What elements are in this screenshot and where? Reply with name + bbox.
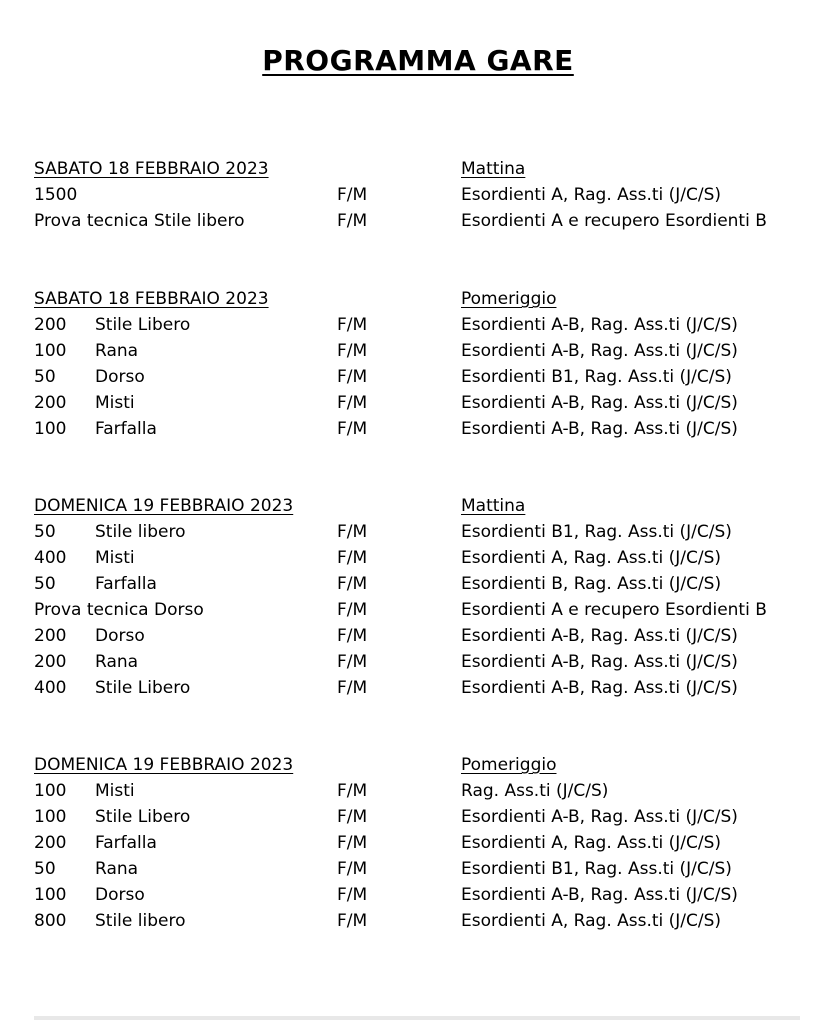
event-style: Rana	[95, 341, 139, 361]
event-categories: Esordienti A, Rag. Ass.ti (J/C/S)	[461, 833, 722, 853]
event-row	[34, 182, 814, 208]
section-header	[34, 156, 814, 182]
event-categories: Esordienti B1, Rag. Ass.ti (J/C/S)	[461, 859, 732, 879]
event-row	[34, 623, 814, 649]
event-row	[34, 364, 814, 390]
event-style: Stile Libero	[95, 678, 191, 698]
event-row	[34, 675, 814, 701]
event-categories: Esordienti A e recupero Esordienti B	[461, 600, 767, 620]
event-row	[34, 597, 814, 623]
schedule-section	[34, 493, 814, 701]
day-heading: DOMENICA 19 FEBBRAIO 2023	[34, 496, 294, 516]
event-distance: 200	[34, 393, 67, 413]
section-header	[34, 493, 814, 519]
day-heading: SABATO 18 FEBBRAIO 2023	[34, 159, 269, 179]
event-style: Rana	[95, 652, 139, 672]
event-row	[34, 390, 814, 416]
event-distance: 100	[34, 885, 67, 905]
bottom-divider	[34, 1016, 800, 1020]
event-style: Stile libero	[95, 522, 186, 542]
event-categories: Rag. Ass.ti (J/C/S)	[461, 781, 609, 801]
event-categories: Esordienti B, Rag. Ass.ti (J/C/S)	[461, 574, 722, 594]
event-gender: F/M	[337, 911, 368, 931]
event-row	[34, 804, 814, 830]
event-categories: Esordienti A-B, Rag. Ass.ti (J/C/S)	[461, 393, 738, 413]
event-gender: F/M	[337, 341, 368, 361]
event-distance: 50	[34, 367, 56, 387]
event-row	[34, 856, 814, 882]
event-gender: F/M	[337, 522, 368, 542]
event-gender: F/M	[337, 367, 368, 387]
event-distance: 50	[34, 574, 56, 594]
event-distance: 1500	[34, 185, 78, 205]
event-distance: 800	[34, 911, 67, 931]
event-categories: Esordienti A, Rag. Ass.ti (J/C/S)	[461, 185, 722, 205]
event-row	[34, 519, 814, 545]
event-row	[34, 649, 814, 675]
page-title: PROGRAMMA GARE	[262, 44, 574, 77]
event-gender: F/M	[337, 574, 368, 594]
event-gender: F/M	[337, 211, 368, 231]
event-style: Stile libero	[95, 911, 186, 931]
event-gender: F/M	[337, 652, 368, 672]
event-distance: 50	[34, 522, 56, 542]
day-heading: DOMENICA 19 FEBBRAIO 2023	[34, 755, 294, 775]
event-gender: F/M	[337, 600, 368, 620]
event-gender: F/M	[337, 548, 368, 568]
event-categories: Esordienti A-B, Rag. Ass.ti (J/C/S)	[461, 315, 738, 335]
event-distance: 50	[34, 859, 56, 879]
event-categories: Esordienti A-B, Rag. Ass.ti (J/C/S)	[461, 341, 738, 361]
event-categories: Esordienti A, Rag. Ass.ti (J/C/S)	[461, 911, 722, 931]
session-heading: Mattina	[461, 159, 526, 179]
event-row	[34, 571, 814, 597]
event-gender: F/M	[337, 419, 368, 439]
schedule-section	[34, 752, 814, 934]
event-categories: Esordienti A-B, Rag. Ass.ti (J/C/S)	[461, 652, 738, 672]
event-gender: F/M	[337, 807, 368, 827]
event-categories: Esordienti A-B, Rag. Ass.ti (J/C/S)	[461, 807, 738, 827]
event-row	[34, 312, 814, 338]
event-distance: 400	[34, 548, 67, 568]
event-style: Farfalla	[95, 833, 157, 853]
event-distance: 100	[34, 341, 67, 361]
event-categories: Esordienti A-B, Rag. Ass.ti (J/C/S)	[461, 419, 738, 439]
event-gender: F/M	[337, 885, 368, 905]
event-distance: 100	[34, 781, 67, 801]
event-categories: Esordienti A-B, Rag. Ass.ti (J/C/S)	[461, 678, 738, 698]
event-gender: F/M	[337, 781, 368, 801]
event-categories: Esordienti B1, Rag. Ass.ti (J/C/S)	[461, 522, 732, 542]
day-heading: SABATO 18 FEBBRAIO 2023	[34, 289, 269, 309]
event-style: Stile Libero	[95, 315, 191, 335]
event-categories: Esordienti A-B, Rag. Ass.ti (J/C/S)	[461, 626, 738, 646]
session-heading: Pomeriggio	[461, 755, 557, 775]
event-style: Dorso	[95, 885, 145, 905]
event-distance: 200	[34, 652, 67, 672]
event-distance: 400	[34, 678, 67, 698]
event-gender: F/M	[337, 833, 368, 853]
event-style: Misti	[95, 393, 135, 413]
event-style: Farfalla	[95, 574, 157, 594]
event-distance: 200	[34, 833, 67, 853]
event-row	[34, 208, 814, 234]
event-categories: Esordienti B1, Rag. Ass.ti (J/C/S)	[461, 367, 732, 387]
event-distance: Prova tecnica Stile libero	[34, 211, 245, 231]
event-row	[34, 416, 814, 442]
event-gender: F/M	[337, 185, 368, 205]
event-distance: 100	[34, 419, 67, 439]
section-header	[34, 752, 814, 778]
event-gender: F/M	[337, 859, 368, 879]
event-style: Rana	[95, 859, 139, 879]
event-distance: Prova tecnica Dorso	[34, 600, 204, 620]
event-style: Misti	[95, 548, 135, 568]
event-style: Dorso	[95, 626, 145, 646]
event-row	[34, 545, 814, 571]
event-style: Misti	[95, 781, 135, 801]
event-categories: Esordienti A, Rag. Ass.ti (J/C/S)	[461, 548, 722, 568]
event-style: Dorso	[95, 367, 145, 387]
section-header	[34, 286, 814, 312]
session-heading: Pomeriggio	[461, 289, 557, 309]
event-distance: 200	[34, 315, 67, 335]
event-row	[34, 908, 814, 934]
event-style: Farfalla	[95, 419, 157, 439]
event-gender: F/M	[337, 393, 368, 413]
event-categories: Esordienti A-B, Rag. Ass.ti (J/C/S)	[461, 885, 738, 905]
schedule-section	[34, 156, 814, 234]
event-gender: F/M	[337, 678, 368, 698]
event-row	[34, 882, 814, 908]
schedule-section	[34, 286, 814, 442]
session-heading: Mattina	[461, 496, 526, 516]
event-distance: 200	[34, 626, 67, 646]
event-gender: F/M	[337, 626, 368, 646]
event-row	[34, 830, 814, 856]
event-style: Stile Libero	[95, 807, 191, 827]
event-gender: F/M	[337, 315, 368, 335]
event-row	[34, 338, 814, 364]
event-distance: 100	[34, 807, 67, 827]
event-categories: Esordienti A e recupero Esordienti B	[461, 211, 767, 231]
event-row	[34, 778, 814, 804]
